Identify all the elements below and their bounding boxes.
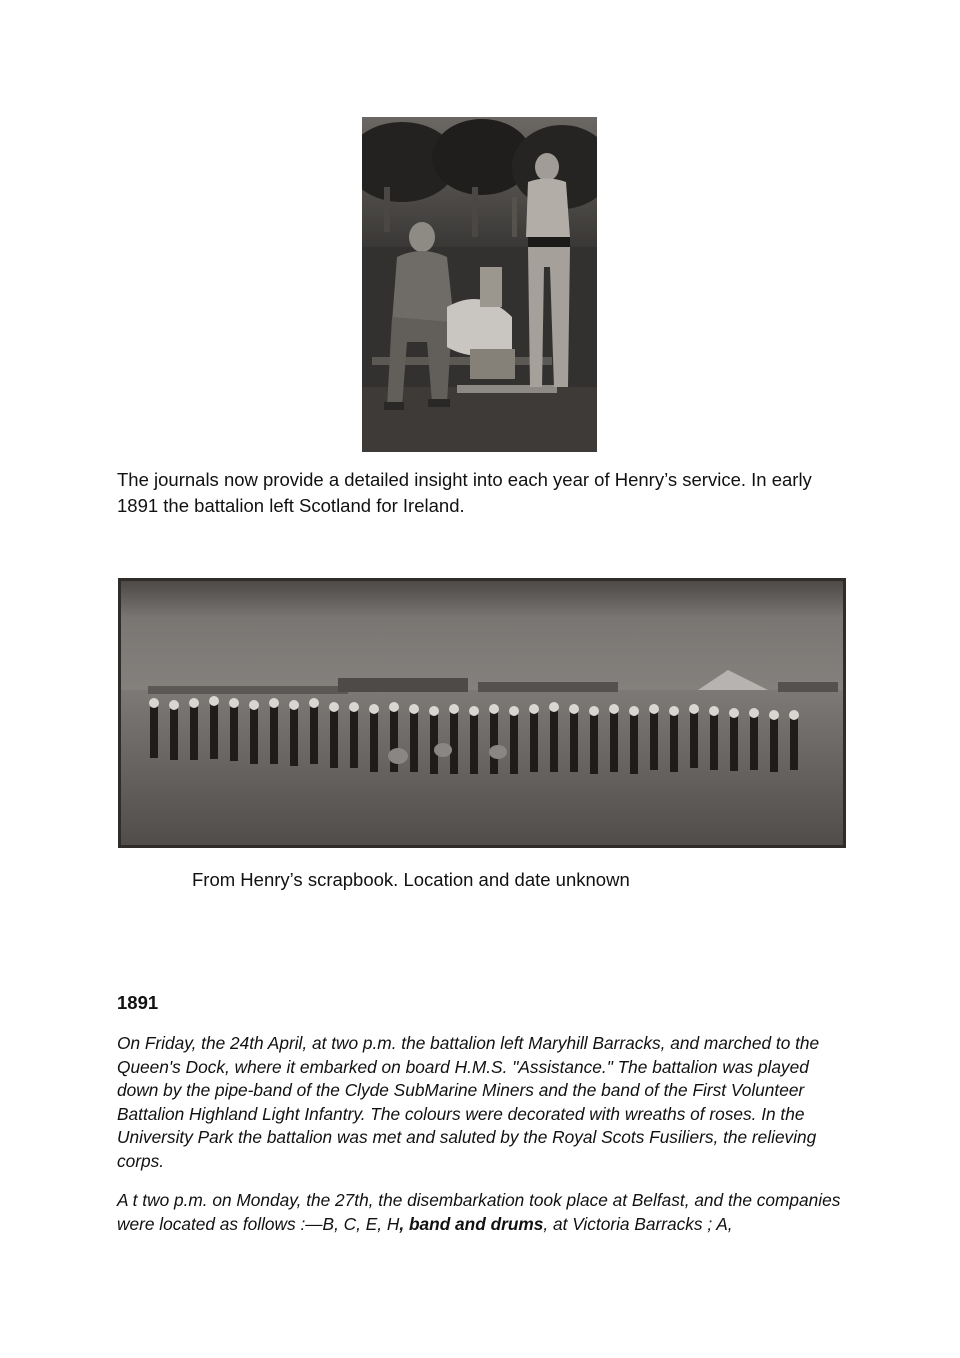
soldiers-portrait-photo	[362, 117, 597, 452]
section-year-heading: 1891	[117, 992, 159, 1013]
journal-paragraph-2-end: , at Victoria Barracks ; A,	[543, 1213, 733, 1234]
journal-paragraph-1: On Friday, the 24th April, at two p.m. the battalion left Maryhill Barracks, and marched to the Queen's Dock, where it embarked on board H.M.S. "Assistance." The battalion was played down by the pipe-band of the Clyde SubMarine Miners and the band of the First Volunteer Battalion Highland Light Infantry. The colours were decorated with wreaths of roses. In the University Park the battalion was met and saluted by the Royal Scots Fusiliers, the relieving corps.	[117, 1033, 820, 1171]
intro-paragraph: The journals now provide a detailed insight into each year of Henry’s service. In early 1891 the battalion left Scotland for Ireland.	[117, 469, 812, 516]
journal-paragraph-2-bold: , band and drums	[399, 1213, 544, 1234]
battalion-parade-photo	[118, 578, 846, 848]
photo-caption: From Henry’s scrapbook. Location and date unknown	[192, 869, 630, 890]
journal-paragraph-2-start: A t two p.m. on Monday, the 27th, the disembarkation took place at Belfast, and the companies were located as follows :—B, C, E, H	[117, 1190, 841, 1234]
journal-paragraph-2	[117, 1189, 845, 1236]
